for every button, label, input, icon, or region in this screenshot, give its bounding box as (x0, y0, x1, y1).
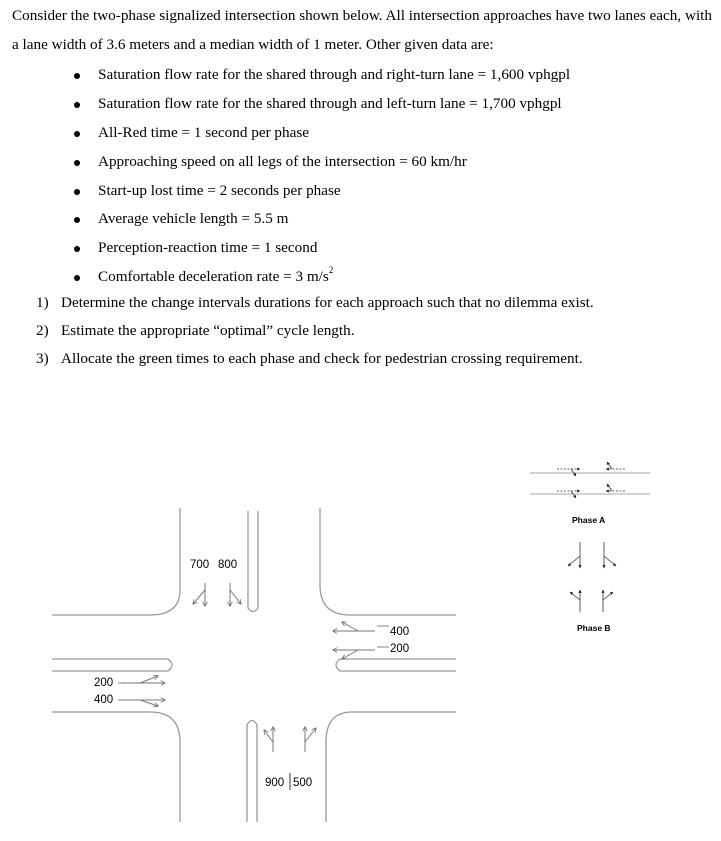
bullet-text: Perception-reaction time = 1 second (98, 239, 318, 256)
west-volume-top: 200 (94, 677, 114, 689)
bullet-text: Saturation flow rate for the shared through and right-turn lane = 1,600 vphgpl (98, 66, 571, 83)
bullet-dot (74, 102, 80, 108)
question-item (36, 350, 583, 368)
question-text: Estimate the appropriate “optimal” cycle length. (61, 322, 355, 339)
question-item (36, 322, 355, 340)
phase-a-diagram (530, 462, 650, 525)
bullet-text: Average vehicle length = 5.5 m (98, 210, 289, 227)
phase-b-diagram (568, 542, 616, 633)
south-volume-right: 500 (293, 777, 313, 789)
question-text: Allocate the green times to each phase and check for pedestrian crossing requirement. (61, 350, 583, 367)
question-item (36, 294, 594, 312)
road-edges (52, 508, 456, 822)
west-arrows (122, 676, 165, 706)
question-text: Determine the change intervals durations for each approach such that no dilemma exist. (61, 294, 594, 311)
intersection-diagram (0, 440, 721, 841)
phase-b-label: Phase B (577, 623, 611, 633)
south-volume-left: 900 (265, 777, 285, 789)
south-arrows (264, 727, 316, 752)
west-volume-bottom: 400 (94, 694, 114, 706)
bullet-text: Saturation flow rate for the shared through and left-turn lane = 1,700 vphgpl (98, 95, 562, 112)
bullet-text: All-Red time = 1 second per phase (98, 124, 310, 141)
phase-a-label: Phase A (572, 515, 606, 525)
bullet-text: Start-up lost time = 2 seconds per phase (98, 182, 341, 199)
superscript: 2 (328, 264, 334, 275)
bullet-dot (74, 275, 80, 281)
east-arrows (333, 622, 375, 659)
bullet-dot (74, 73, 80, 79)
bullet-dot (74, 160, 80, 166)
bullet-dot (74, 246, 80, 252)
problem-intro: Consider the two-phase signalized intersection shown below. All intersection approaches have two lanes each, with a lane width of 3.6 meters and a median width of 1 meter. Other given data are: (12, 7, 712, 53)
bullet-text-main: Comfortable deceleration rate = 3 m/s (98, 268, 329, 285)
bullet-text (98, 264, 334, 286)
question-number: 2) (36, 322, 49, 339)
east-volume-bottom: 200 (390, 643, 410, 655)
bullet-dot (74, 131, 80, 137)
north-volume-left: 700 (190, 559, 210, 571)
bullet-text: Approaching speed on all legs of the intersection = 60 km/hr (98, 153, 467, 170)
north-arrows (193, 583, 241, 606)
question-number: 1) (36, 294, 49, 311)
bullet-dot (74, 189, 80, 195)
bullet-dot (74, 217, 80, 223)
north-volume-right: 800 (218, 559, 238, 571)
question-number: 3) (36, 350, 49, 367)
east-volume-top: 400 (390, 626, 410, 638)
